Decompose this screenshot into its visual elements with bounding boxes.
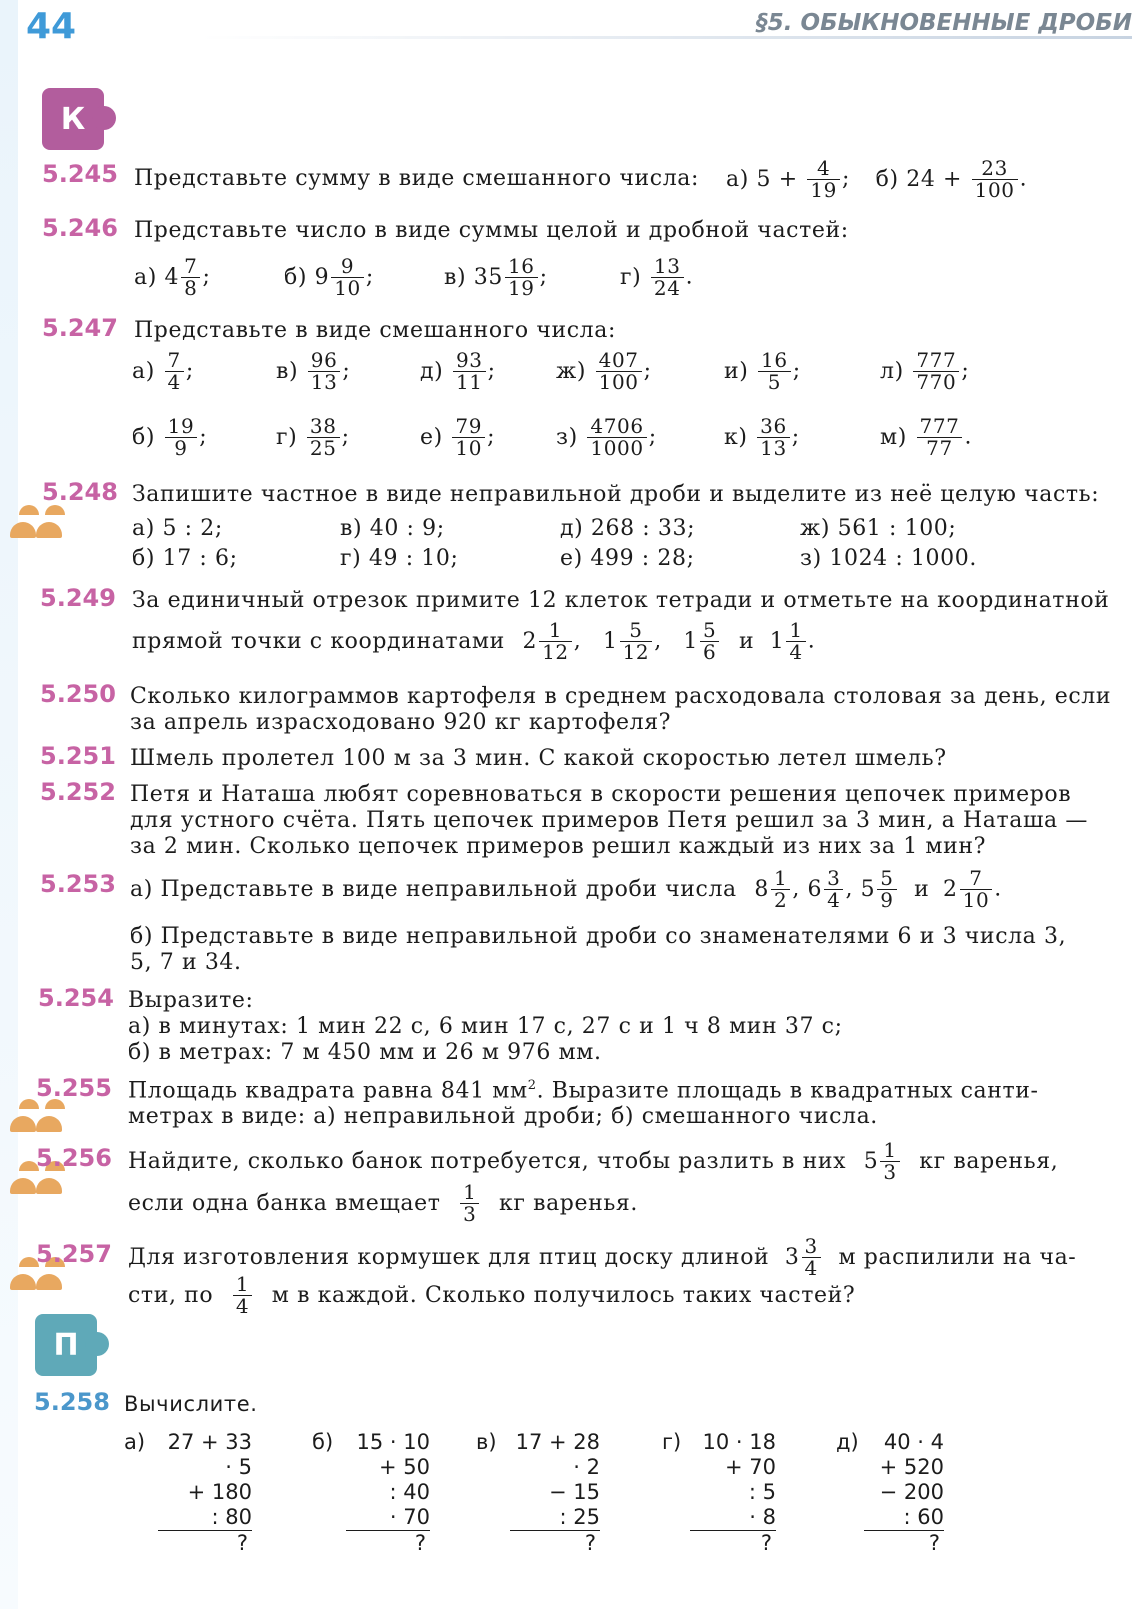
item: а) 5 : 2; xyxy=(132,516,223,541)
item: з) $\frac{4706}{1000}$ ; xyxy=(556,414,657,460)
whole-part: 24 + xyxy=(906,167,963,192)
badge-k-letter: К xyxy=(60,101,86,137)
problem-number: 5.255 xyxy=(36,1074,112,1102)
problem-text: Петя и Наташа любят соревноваться в скорости решения цепочек примеров xyxy=(130,782,1072,807)
item-c: в) 35 $\frac{16}{19}$ ; xyxy=(444,254,548,300)
problem-5-252 xyxy=(0,778,1146,862)
puzzle-k-icon xyxy=(42,88,104,150)
problem-text: а) в минутах: 1 мин 22 с, 6 мин 17 с, 27 с и 1 ч 8 мин 37 с; xyxy=(128,1014,843,1039)
problem-5-248 xyxy=(0,478,1146,578)
chain-d: г) 10 · 18 + 70 : 5 · 8 ? xyxy=(662,1430,776,1555)
problem-number: 5.248 xyxy=(42,478,118,506)
item-b: б) 9 $\frac{9}{10}$ ; xyxy=(284,254,374,300)
problem-text: за апрель израсходовано 920 кг картофеля? xyxy=(130,710,672,735)
item: в) 40 : 9; xyxy=(340,516,445,541)
problem-number: 5.258 xyxy=(34,1388,110,1416)
item: д) $\frac{93}{11}$ ; xyxy=(420,348,496,394)
problem-5-254 xyxy=(0,984,1146,1068)
problem-text: Представьте сумму в виде смешанного числа: xyxy=(134,166,699,191)
problem-text: за 2 мин. Сколько цепочек примеров решил каждый из них за 1 мин? xyxy=(130,834,987,859)
problem-text: Найдите, сколько банок потребуется, чтобы разлить в них 5 $\frac{1}{3}$ кг варенья, xyxy=(128,1138,1059,1184)
problem-number: 5.247 xyxy=(42,314,118,342)
chain-a: а) 27 + 33 · 5 + 180 : 80 ? xyxy=(124,1430,252,1555)
problem-number: 5.252 xyxy=(40,778,116,806)
problem-text: если одна банка вмещает $\frac{1}{3}$ кг варенья. xyxy=(128,1180,639,1226)
problem-text: Представьте число в виде суммы целой и дробной частей: xyxy=(134,218,849,243)
chain-e: д) 40 · 4 + 520 − 200 : 60 ? xyxy=(836,1430,944,1555)
problem-5-253 xyxy=(0,868,1146,974)
problem-number: 5.245 xyxy=(42,160,118,188)
problem-text: Площадь квадрата равна 841 $мм^2$. Выразите площадь в квадратных санти- xyxy=(128,1078,1039,1104)
item: ж) $\frac{407}{100}$ ; xyxy=(556,348,652,394)
badge-p-letter: П xyxy=(53,1327,79,1363)
problem-number: 5.256 xyxy=(36,1144,112,1172)
problem-number: 5.251 xyxy=(40,742,116,770)
problem-5-247 xyxy=(0,314,1146,474)
problem-5-256 xyxy=(0,1140,1146,1232)
pair-work-icon xyxy=(8,504,64,538)
problem-text: Вычислите. xyxy=(124,1392,258,1416)
problem-5-246 xyxy=(0,214,1146,310)
problem-number: 5.254 xyxy=(38,984,114,1012)
fraction: $\frac{4}{19}$ xyxy=(807,158,840,201)
item: л) $\frac{777}{770}$ ; xyxy=(880,348,970,394)
problem-5-251 xyxy=(0,742,1146,772)
item: е) 499 : 28; xyxy=(560,546,695,571)
item: г) 49 : 10; xyxy=(340,546,459,571)
item: к) $\frac{36}{13}$ ; xyxy=(724,414,800,460)
problem-5-258 xyxy=(0,1388,1146,1428)
item-a: а) 4 $\frac{7}{8}$ ; xyxy=(134,254,211,300)
item-label: а) xyxy=(726,167,749,192)
problem-5-245: 5.245 Представьте сумму в виде смешанного числа: а) 5 + $\frac{4}{19}$ ; б) 24 + $\frac{23}{100}$ . xyxy=(42,156,1028,202)
problem-text: За единичный отрезок примите 12 клеток тетради и отметьте на координатной xyxy=(132,588,1110,613)
chain-b: б) 15 · 10 + 50 : 40 · 70 ? xyxy=(312,1430,430,1555)
problem-text: сти, по $\frac{1}{4}$ м в каждой. Сколько получилось таких частей? xyxy=(128,1272,856,1318)
part-b: 5, 7 и 34. xyxy=(130,950,242,975)
problem-text: б) в метрах: 7 м 450 мм и 26 м 976 мм. xyxy=(128,1040,602,1065)
problem-text: Запишите частное в виде неправильной дроби и выделите из неё целую часть: xyxy=(132,482,1100,507)
problem-text-line2: прямой точки с координатами 2 $\frac{1}{12}$ , 1 $\frac{5}{12}$ , 1 $\frac{5}{6}$ и 1 $\frac{1}{4}$ . xyxy=(132,618,816,664)
page-number: 44 xyxy=(26,6,77,47)
item: ж) 561 : 100; xyxy=(800,516,957,541)
problem-number: 5.249 xyxy=(40,584,116,612)
header-rule xyxy=(200,36,1132,39)
item: б) $\frac{19}{9}$ ; xyxy=(132,414,208,460)
problem-number: 5.257 xyxy=(36,1240,112,1268)
problem-text: Сколько килограммов картофеля в среднем расходовала столовая за день, если xyxy=(130,684,1112,709)
item: з) 1024 : 1000. xyxy=(800,546,977,571)
problem-text: Представьте в виде смешанного числа: xyxy=(134,318,616,343)
item: г) $\frac{38}{25}$ ; xyxy=(276,414,350,460)
problem-text: Для изготовления кормушек для птиц доску длиной 3 $\frac{3}{4}$ м распилили на ча- xyxy=(128,1234,1077,1280)
item: и) $\frac{16}{5}$ ; xyxy=(724,348,801,394)
puzzle-p-icon xyxy=(35,1314,97,1376)
item: м) $\frac{777}{77}$ . xyxy=(880,414,973,460)
problem-5-255 xyxy=(0,1074,1146,1134)
item-label: б) xyxy=(875,167,899,192)
problem-text: Выразите: xyxy=(128,988,254,1013)
problem-number: 5.253 xyxy=(40,870,116,898)
item-d: г) $\frac{13}{24}$ . xyxy=(620,254,694,300)
whole-part: 5 + xyxy=(756,167,798,192)
part-b: б) Представьте в виде неправильной дроби со знаменателями 6 и 3 числа 3, xyxy=(130,924,1067,949)
section-title: §5. ОБЫКНОВЕННЫЕ ДРОБИ xyxy=(756,10,1132,36)
problem-text: метрах в виде: а) неправильной дроби; б) смешанного числа. xyxy=(128,1104,878,1129)
fraction: $\frac{23}{100}$ xyxy=(972,158,1018,201)
problem-5-249 xyxy=(0,584,1146,676)
item: а) $\frac{7}{4}$ ; xyxy=(132,348,194,394)
part-a: а) Представьте в виде неправильной дроби числа 8 $\frac{1}{2}$ , 6 $\frac{3}{4}$ , 5 $\frac{5}{9}$ и 2 $\frac{7}{10}$ . xyxy=(130,866,1002,912)
problem-text: для устного счёта. Пять цепочек примеров Петя решил за 3 мин, а Наташа — xyxy=(130,808,1088,833)
item: е) $\frac{79}{10}$ ; xyxy=(420,414,496,460)
item: в) $\frac{96}{13}$ ; xyxy=(276,348,351,394)
chain-c: в) 17 + 28 · 2 − 15 : 25 ? xyxy=(476,1430,600,1555)
problem-text: Шмель пролетел 100 м за 3 мин. С какой скоростью летел шмель? xyxy=(130,746,947,771)
problem-number: 5.246 xyxy=(42,214,118,242)
problem-5-250 xyxy=(0,680,1146,736)
problem-5-257 xyxy=(0,1236,1146,1320)
problem-number: 5.250 xyxy=(40,680,116,708)
item: б) 17 : 6; xyxy=(132,546,238,571)
item: д) 268 : 33; xyxy=(560,516,696,541)
pair-work-icon xyxy=(8,1098,64,1132)
